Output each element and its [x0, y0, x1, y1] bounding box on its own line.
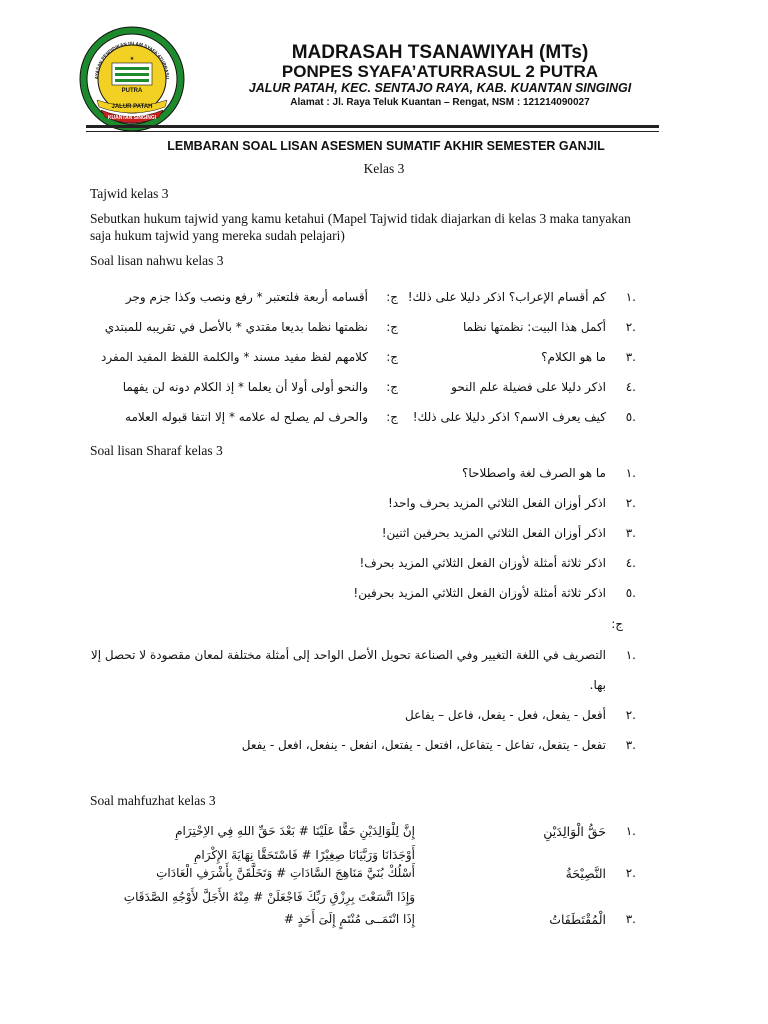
nahwu-heading: Soal lisan nahwu kelas 3: [90, 253, 224, 268]
letterhead-rule-thick: [86, 125, 659, 128]
svg-text:PUTRA: PUTRA: [121, 88, 143, 94]
nahwu-answer-label: ج:: [386, 410, 398, 424]
tajwid-heading: Tajwid kelas 3: [90, 186, 169, 201]
mahfuzhat-verse: أَسْلُكْ بُنَيَّ مَنَاهِجَ السَّادَاتِ # وَتَخَلَّقَنَّ بِأَشْرَفِ الْعَادَاتِ: [156, 866, 415, 880]
nahwu-question: كم أقسام الإعراب؟ اذكر دليلا على ذلك!: [407, 290, 606, 304]
mahfuzhat-number: .٢: [625, 866, 636, 880]
nahwu-answer: نظمتها نظما بديعا مقتدي * بالأصل في تقريبه للمبتدي: [104, 320, 368, 334]
nahwu-question-number: .١: [625, 290, 636, 304]
mahfuzhat-verse: أَوْجَدَانَا وَرَبَّيَانَا صِغِيْرًا # فَاسْتَحَقَّا نِهَايَةَ الإِكْرَامِ: [194, 848, 415, 862]
nahwu-question: كيف يعرف الاسم؟ اذكر دليلا على ذلك!: [412, 410, 606, 424]
svg-text:★: ★: [129, 56, 135, 62]
mahfuzhat-topic: النَّصِيْحَةُ: [565, 866, 606, 881]
sharaf-question: اذكر ثلاثة أمثلة لأوزان الفعل الثلاثي المزيد بحرفين!: [353, 586, 606, 600]
nahwu-question: أكمل هذا البيت: نظمتها نظما: [462, 320, 606, 334]
sharaf-answer: التصريف في اللغة التغيير وفي الصناعة تحويل الأصل الواحد إلى أمثلة مختلفة لمعان مقصودة لا تحصل إلا: [90, 648, 606, 662]
nahwu-answer: كلامهم لفظ مفيد مسند * والكلمة اللفظ المفيد المفرد: [101, 350, 368, 364]
tajwid-question: Sebutkan hukum tajwid yang kamu ketahui (Mapel Tajwid tidak diajarkan di kelas 3 maka tanyakan saja hukum tajwid yang mereka sudah pelajari): [90, 211, 631, 243]
school-location: JALUR PATAH, KEC. SENTAJO RAYA, KAB. KUANTAN SINGINGI: [248, 81, 632, 95]
sharaf-question-number: .٤: [625, 556, 636, 570]
sharaf-answer-continuation: بها.: [589, 678, 606, 692]
nahwu-question-number: .٤: [625, 380, 636, 394]
nahwu-answer-label: ج:: [386, 290, 398, 304]
sharaf-answer: أفعل - يفعل، فعل - يفعل، فاعل – يفاعل: [404, 708, 606, 722]
mahfuzhat-topic: حَقُّ الْوَالِدَيْنِ: [543, 824, 606, 839]
sharaf-question: اذكر أوزان الفعل الثلاثي المزيد بحرف واحد!: [387, 496, 606, 510]
nahwu-question: اذكر دليلا على فضيلة علم النحو: [451, 380, 606, 394]
nahwu-question-number: .٣: [625, 350, 636, 364]
nahwu-answer: أقسامه أربعة فلتعتبر * رفع ونصب وكذا جزم وجر: [125, 290, 368, 304]
school-name: MADRASAH TSANAWIYAH (MTs): [291, 42, 589, 63]
nahwu-answer-label: ج:: [386, 380, 398, 394]
sharaf-answer-number: .١: [625, 648, 636, 662]
svg-text:KUANTAN SINGINGI: KUANTAN SINGINGI: [107, 115, 157, 121]
class-label: Kelas 3: [363, 161, 405, 176]
mahfuzhat-verse: إِذَا انْتَمَــى مُنْتَمٍ إِلَىَ أَحَدٍ #: [283, 912, 415, 926]
mahfuzhat-verse: إِنَّ لِلْوَالِدَيْنِ حَقًّا عَلَيْنَا # بَعْدَ حَقِّ اللهِ فِي الاِحْتِرَامِ: [175, 824, 415, 838]
mahfuzhat-number: .١: [625, 824, 636, 838]
nahwu-question: ما هو الكلام؟: [541, 350, 606, 364]
school-address: Alamat : Jl. Raya Teluk Kuantan – Rengat, NSM : 121214090027: [290, 97, 590, 108]
sharaf-answer-number: .٣: [625, 738, 636, 752]
sharaf-answer: تفعل - يتفعل، تفاعل - يتفاعل، افتعل - يفتعل، انفعل - ينفعل، افعل - يفعل: [241, 738, 606, 752]
svg-text:YAYASAN PENDIDIKAN ISLAM SYAFA: AYASAN PENDIDIKAN ISLAM SYAFA'ATURRASU: [93, 40, 171, 80]
school-logo: [79, 26, 185, 132]
sharaf-question: اذكر أوزان الفعل الثلاثي المزيد بحرفين اثنين!: [381, 526, 606, 540]
sharaf-question-number: .١: [625, 466, 636, 480]
sharaf-question: اذكر ثلاثة أمثلة لأوزان الفعل الثلاثي المزيد بحرف!: [359, 556, 606, 570]
mahfuzhat-topic: الْمُقْتَطَفَاتُ: [549, 912, 606, 927]
sharaf-question-number: .٢: [625, 496, 636, 510]
svg-text:JALUR PATAH: JALUR PATAH: [111, 104, 153, 110]
sharaf-question-number: .٣: [625, 526, 636, 540]
nahwu-answer-label: ج:: [386, 320, 398, 334]
sharaf-question: ما هو الصرف لغة واصطلاحا؟: [462, 466, 606, 480]
school-subname: PONPES SYAFA’ATURRASUL 2 PUTRA: [281, 62, 599, 81]
nahwu-question-number: .٥: [625, 410, 636, 424]
mahfuzhat-heading: Soal mahfuzhat kelas 3: [90, 793, 216, 808]
letterhead-rule-thin: [86, 131, 659, 132]
mahfuzhat-number: .٣: [625, 912, 636, 926]
sharaf-answer-number: .٢: [625, 708, 636, 722]
sharaf-question-number: .٥: [625, 586, 636, 600]
nahwu-question-number: .٢: [625, 320, 636, 334]
sharaf-heading: Soal lisan Sharaf kelas 3: [90, 443, 223, 458]
nahwu-answer: والحرف لم يصلح له علامه * إلا انتفا قبوله العلامه: [125, 410, 368, 424]
nahwu-answer: والنحو أولى أولا أن يعلما * إذ الكلام دونه لن يفهما: [122, 380, 368, 394]
school-logo-graphic: [79, 26, 185, 132]
document-title: LEMBARAN SOAL LISAN ASESMEN SUMATIF AKHIR SEMESTER GANJIL: [167, 139, 605, 153]
mahfuzhat-verse: وَإِذَا اتَّسَعْتَ بِرِزْقِ رَبِّكَ فَاجْعَلَنْ # مِنْهُ الأَجَلَّ لأَوْجُهِ الصَّدَقَاتِ: [123, 890, 415, 904]
sharaf-answer-label: ج:: [611, 617, 623, 631]
nahwu-answer-label: ج:: [386, 350, 398, 364]
